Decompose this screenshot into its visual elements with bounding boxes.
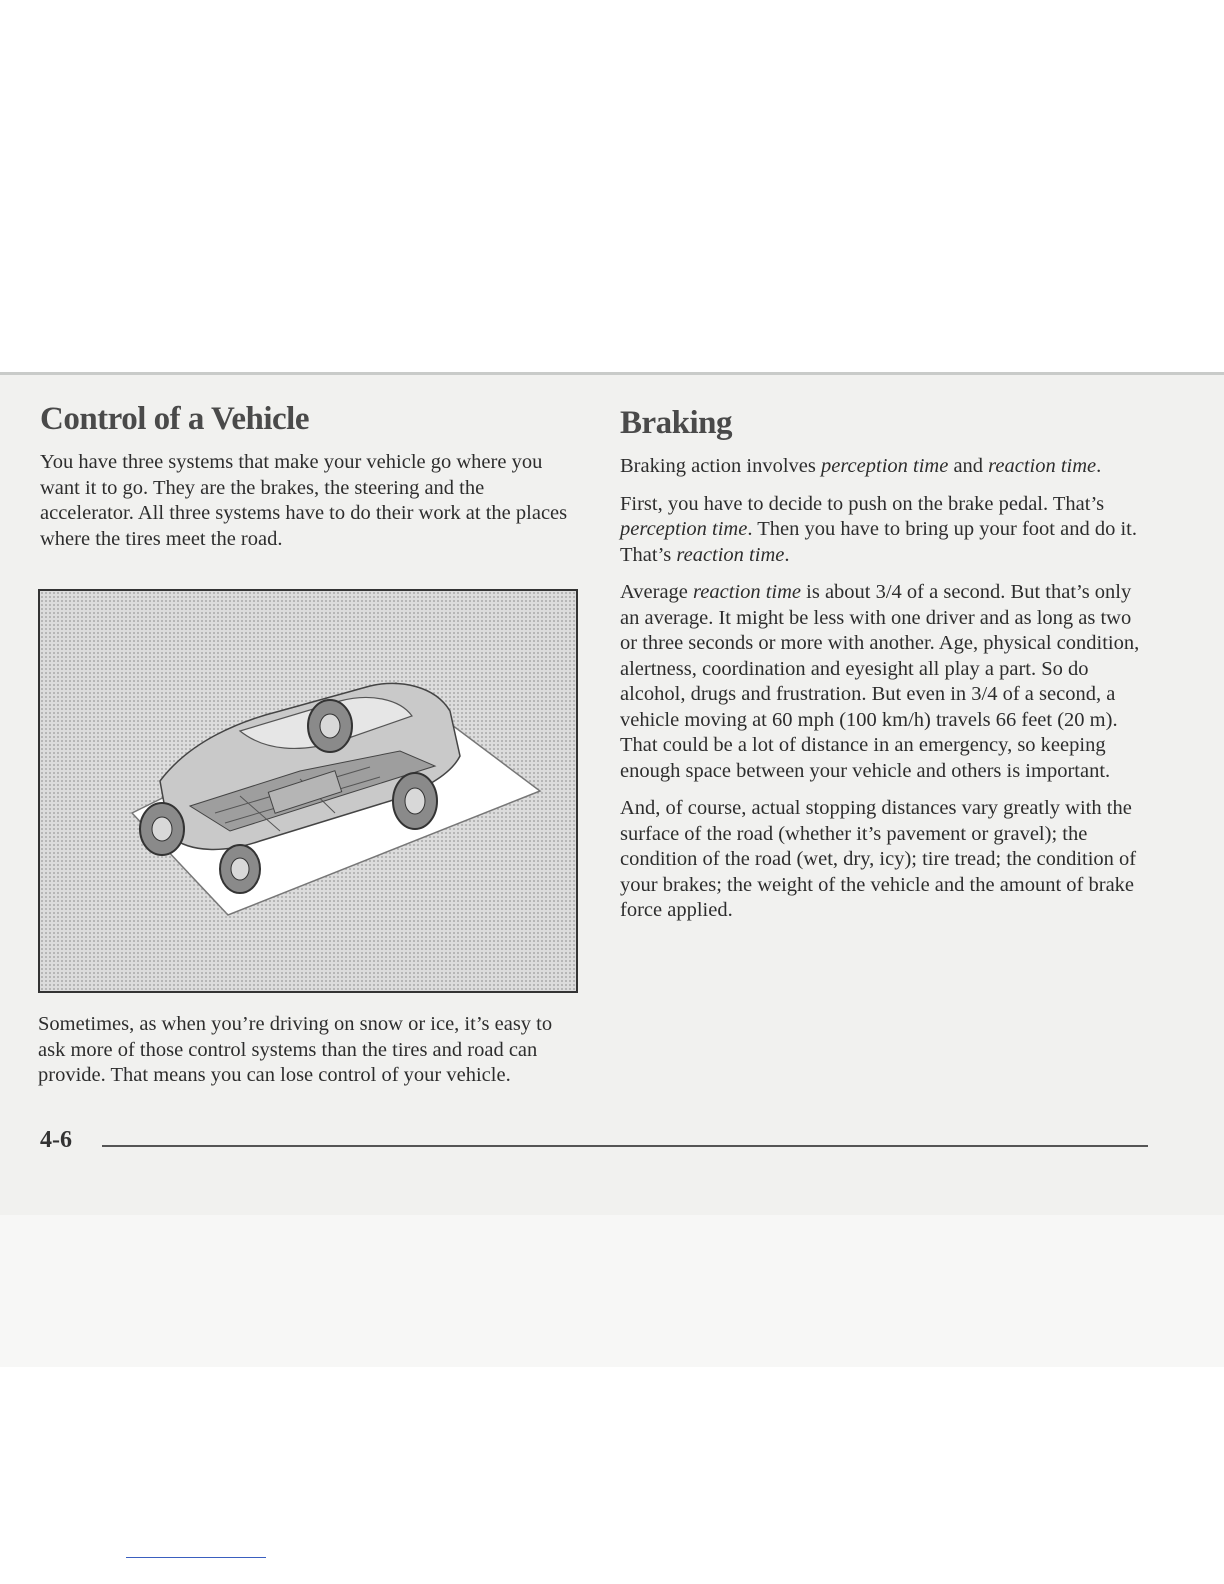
text-run: is about 3/4 of a second. But that’s only an average. It might be less with one driver and as long as two or three seconds or more with another. Age, physical condition, alertness, coordination and eyesight all play a part. So do alcohol, drugs and frustration. But even in 3/4 of a second, a vehicle moving at 60 mph (100 km/h) travels 66 feet (20 m). That could be a lot of distance in an emergency, so keeping enough space between your vehicle and others is important. (620, 581, 1140, 782)
manual-page (0, 372, 1224, 1218)
vehicle-underside-illustration-icon (40, 591, 576, 991)
braking-paragraph-2 (620, 492, 1150, 569)
closing-paragraph: Sometimes, as when you’re driving on snow or ice, it’s easy to ask more of those control systems than the tires and road can provide. That means you can lose control of your vehicle. (38, 1013, 553, 1086)
page-number: 4-6 (40, 1127, 72, 1153)
footer-rule (102, 1145, 1148, 1147)
term-perception-time: perception time (820, 455, 949, 477)
text-run: . (784, 543, 790, 566)
section-heading-control: Control of a Vehicle (40, 401, 309, 437)
braking-paragraph-3 (620, 580, 1150, 784)
intro-paragraph: You have three systems that make your vehicle go where you want it to go. They are the brakes, the steering and the accelerator. All three systems have to do their work at the places where the tires meet the road. (40, 451, 568, 550)
text-run: Average (620, 581, 694, 603)
left-column (40, 401, 580, 552)
braking-paragraph-4: And, of course, actual stopping distances vary greatly with the surface of the road (whether it’s pavement or gravel); the condition of the road (wet, dry, icy); tire tread; the condition of your brakes; the weight of the vehicle and the amount of brake force applied. (620, 797, 1137, 921)
lower-page-area (0, 1215, 1224, 1367)
text-run: First, you have to decide to push on the brake pedal. That’s (620, 492, 1105, 515)
term-reaction-time: reaction time (693, 581, 802, 603)
vehicle-underside-figure (38, 589, 578, 993)
term-reaction-time: reaction time (988, 455, 1097, 477)
left-closing-text (38, 1012, 578, 1089)
right-column (620, 405, 1150, 924)
term-perception-time: perception time (620, 518, 748, 540)
term-reaction-time: reaction time (676, 543, 785, 566)
text-run: . (1096, 455, 1102, 477)
section-heading-braking: Braking (620, 405, 733, 441)
text-run: Braking action involves (620, 455, 821, 477)
text-run: . Then you have to bring up your foot and do it. That’s (620, 518, 1137, 566)
bottom-link-underline[interactable] (126, 1557, 266, 1558)
braking-paragraph-1 (620, 454, 1150, 480)
text-run: and (948, 455, 989, 477)
